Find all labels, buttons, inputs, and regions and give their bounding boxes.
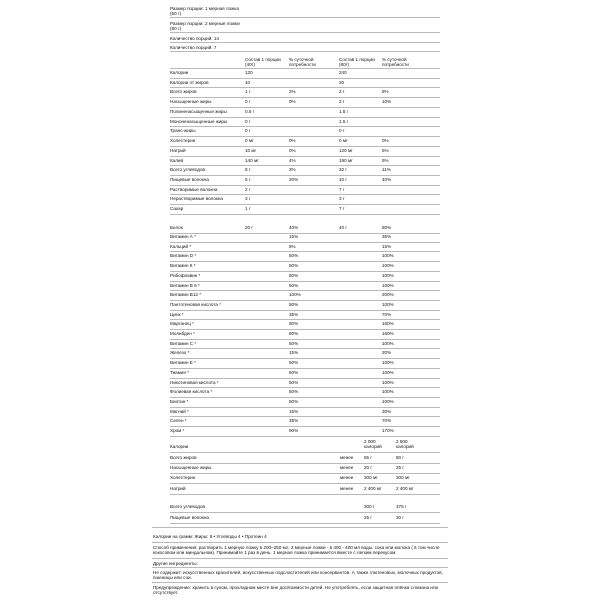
vitamin-percent-1: 15% [289, 234, 299, 239]
vitamin-percent-2: 170% [382, 428, 394, 433]
divider [170, 17, 440, 18]
daily-value-name: Всего жиров [170, 455, 197, 460]
nutrient-percent-2: 8% [382, 89, 389, 95]
vitamin-name: Цинк * [170, 311, 184, 317]
serving-size-2-line2: (80 г) [170, 26, 182, 31]
nutrient-value-2: 190 мг [339, 157, 353, 163]
nutrient-value-1: 0 г [245, 99, 251, 105]
vitamin-name: Витамин С * [170, 340, 197, 346]
nutrient-value-2: 1.5 г [339, 108, 349, 114]
vitamin-percent-2: 15% [382, 243, 392, 249]
daily-values-2000-unit: калорий [364, 444, 382, 449]
nutrient-percent-1: 4% [289, 157, 296, 163]
nutrient-percent-2: 5% [382, 157, 389, 163]
nutrient-percent-2: 0% [382, 138, 389, 144]
divider [152, 527, 448, 528]
daily-value-name: Пищевые волокна [170, 515, 209, 520]
vitamin-percent-2: 160% [382, 321, 394, 327]
vitamin-name: Витамин В 6 * [170, 282, 200, 288]
daily-value-qualifier: менее [340, 455, 354, 460]
nutrient-name: Нерастворимые волокна [170, 196, 223, 202]
vitamin-percent-1: 15% [289, 350, 299, 356]
nutrient-value-2: 120 мг [339, 147, 353, 153]
vitamin-name: Марганец * [170, 321, 194, 327]
daily-value-2500: 80 г [396, 455, 405, 460]
nutrient-name: Насыщенные жиры [170, 99, 212, 105]
divider [170, 290, 440, 291]
vitamin-name: Витамин В12 * [170, 292, 202, 298]
vitamin-percent-1: 50% [289, 379, 299, 385]
vitamin-percent-1: 35% [289, 418, 299, 424]
vitamin-percent-2: 160% [382, 331, 394, 336]
col4-header-line1: % суточной [382, 57, 407, 62]
nutrient-value-1: 2 г [245, 186, 251, 192]
nutrient-value-2: 3 г [339, 196, 345, 202]
vitamin-name: Рибофлавин * [170, 272, 201, 278]
nutrient-name: Мононенасыщенные жиры [170, 118, 228, 124]
col2-header-line1: % суточной [289, 57, 314, 62]
divider [170, 107, 440, 108]
nutrient-value-2: 7 г [339, 206, 345, 212]
nutrient-percent-1: 0% [289, 138, 296, 144]
divider [170, 32, 440, 33]
nutrient-value-2: 40 г [339, 225, 348, 230]
divider [170, 97, 440, 98]
vitamin-percent-1: 50% [289, 282, 299, 288]
daily-value-2500: 375 г [396, 504, 407, 509]
nutrient-value-1: 10 [245, 79, 251, 85]
nutrient-percent-1: 0% [289, 99, 296, 105]
divider [170, 214, 440, 215]
nutrient-value-2: 32 г [339, 167, 348, 173]
divider [170, 339, 440, 340]
vitamin-name: Молибден * [170, 331, 195, 336]
vitamin-percent-2: 30% [382, 408, 392, 414]
divider [170, 358, 440, 359]
vitamin-percent-2: 70% [382, 418, 392, 424]
daily-value-qualifier: менее [340, 486, 354, 491]
nutrient-value-1: 140 мг [245, 157, 259, 163]
vitamin-percent-2: 70% [382, 311, 392, 317]
divider [152, 542, 448, 543]
nutrient-value-2: 7 г [339, 186, 345, 192]
divider [170, 407, 440, 408]
vitamin-percent-2: 100% [382, 282, 394, 288]
divider [170, 146, 440, 147]
vitamin-percent-1: 35% [289, 311, 299, 317]
not-contains: Не содержит: искусственных красителей, искусственных подсластителей или консервантов. А также глютеновых, молочных продуктов, пшеницы или сои. [153, 570, 443, 581]
nutrient-value-2: 2 г [339, 89, 345, 95]
divider [170, 452, 440, 453]
nutrient-value-1: 1 г [245, 206, 251, 212]
vitamin-percent-2: 100% [382, 301, 394, 307]
divider [152, 567, 448, 568]
col2-header-line2: потребности [289, 62, 316, 67]
serving-size-1-line1: Размер порции: 1 мерная ложка [170, 6, 239, 11]
divider [170, 473, 440, 474]
nutrient-name: Всего углеводов [170, 167, 205, 173]
serving-size-1-line2: (50 г) [170, 11, 182, 16]
divider [170, 136, 440, 137]
vitamin-percent-1: 50% [289, 272, 299, 278]
vitamin-name: Витамин D * [170, 253, 197, 259]
nutrient-percent-1: 20% [289, 177, 299, 183]
divider [170, 78, 440, 79]
vitamin-percent-1: 50% [289, 369, 299, 375]
nutrient-name: Сахар [170, 206, 184, 212]
nutrient-name: Калории от жиров [170, 79, 209, 85]
divider [170, 426, 440, 427]
divider [170, 463, 440, 464]
vitamin-percent-1: 80% [289, 331, 299, 336]
daily-value-2000: 300 мг [364, 475, 378, 480]
vitamin-percent-1: 50% [289, 301, 299, 307]
nutrient-name: Растворимые волокна [170, 186, 218, 192]
nutrient-percent-2: 40% [382, 177, 392, 183]
divider [170, 387, 440, 388]
nutrient-name: Холестерин [170, 138, 196, 144]
serving-size-2-line1: Размер порции: 2 мерные ложки [170, 21, 240, 26]
vitamin-name: Железо * [170, 350, 190, 356]
divider [170, 397, 440, 398]
nutrient-percent-1: 0% [289, 147, 296, 153]
divider [170, 416, 440, 417]
daily-values-header: Калории [170, 444, 189, 449]
vitamin-name: Магний * [170, 408, 189, 414]
divider [170, 523, 440, 524]
divider [170, 165, 440, 166]
vitamin-percent-2: 100% [382, 253, 394, 259]
daily-value-2500: 30 г [396, 515, 405, 520]
nutrient-value-1: 8 г [245, 167, 251, 173]
vitamin-percent-1: 80% [289, 321, 299, 327]
nutrient-value-1: 3 г [245, 196, 251, 202]
col1-header-line2: (40г) [245, 62, 255, 67]
nutrient-percent-2: 10% [382, 99, 392, 105]
divider [170, 68, 440, 69]
divider [170, 483, 440, 484]
vitamin-percent-2: 100% [382, 272, 394, 278]
divider [152, 582, 448, 583]
divider [170, 512, 440, 513]
daily-value-qualifier: менее [340, 465, 354, 470]
divider [170, 319, 440, 320]
vitamin-percent-1: 50% [289, 389, 299, 395]
daily-value-2000: 20 г [364, 465, 373, 470]
divider [170, 242, 440, 243]
nutrient-percent-2: 80% [382, 225, 392, 230]
daily-value-2500: 2 400 мг [396, 486, 414, 491]
divider [170, 310, 440, 311]
divider [170, 436, 440, 437]
nutrient-name: Калий [170, 157, 184, 163]
divider [170, 329, 440, 330]
col3-header-line1: Состав 1 порции [339, 57, 375, 62]
divider [170, 126, 440, 127]
vitamin-percent-2: 100% [382, 369, 394, 375]
divider [170, 261, 440, 262]
nutrient-value-1: 0 г [245, 128, 251, 134]
col3-header-line2: (80г) [339, 62, 349, 67]
vitamin-name: Пантотеновая кислота * [170, 301, 222, 307]
vitamin-name: Тиамин * [170, 369, 190, 375]
nutrient-name: Белок [170, 225, 183, 230]
vitamin-percent-1: 100% [289, 292, 301, 298]
nutrient-value-2: 2 г [339, 99, 345, 105]
divider [170, 175, 440, 176]
nutrient-value-1: 5 г [245, 177, 251, 183]
nutrient-value-2: 240 [339, 70, 347, 75]
vitamin-percent-1: 50% [289, 398, 299, 404]
nutrient-value-1: 0 г [245, 118, 251, 124]
nutrient-value-1: 20 г [245, 225, 254, 230]
vitamin-percent-2: 100% [382, 263, 394, 269]
nutrient-value-1: 0.5 г [245, 108, 255, 114]
vitamin-name: Никотиновая кислота * [170, 379, 219, 385]
divider [170, 368, 440, 369]
divider [170, 251, 440, 252]
nutrient-name: Натрий [170, 147, 186, 153]
col1-header-line1: Состав 1 порции [245, 57, 281, 62]
daily-value-2000: 65 г [364, 455, 373, 460]
nutrient-value-1: 0 мг [245, 138, 254, 144]
nutrient-percent-1: 3% [289, 167, 296, 173]
daily-value-2500: 25 г [396, 465, 405, 470]
nutrient-value-2: 0 г [339, 128, 345, 134]
divider [170, 156, 440, 157]
vitamin-name: Биотин * [170, 398, 189, 404]
vitamin-percent-1: 50% [289, 340, 299, 346]
col4-header-line2: потребности [382, 62, 409, 67]
vitamin-name: Хром * [170, 428, 185, 433]
vitamin-name: Витамин А * [170, 234, 196, 239]
vitamin-percent-2: 100% [382, 398, 394, 404]
divider [170, 42, 440, 43]
divider [170, 281, 440, 282]
nutrient-percent-2: 11% [382, 167, 391, 173]
daily-value-2000: 2 400 мг [364, 486, 382, 491]
nutrient-value-1: 120 [245, 70, 253, 75]
nutrient-value-1: 1 г [245, 89, 251, 95]
vitamin-percent-2: 100% [382, 379, 394, 385]
daily-value-2000: 300 г [364, 504, 375, 509]
other-ingredients: Другие ингредиенты: [153, 561, 198, 566]
nutrient-name: Пищевые волокна [170, 177, 209, 183]
vitamin-percent-1: 50% [289, 360, 299, 366]
vitamin-percent-2: 20% [382, 350, 392, 356]
daily-value-qualifier: менее [340, 475, 354, 480]
vitamin-percent-2: 100% [382, 340, 394, 346]
vitamin-name: Витамин Е * [170, 360, 196, 366]
divider [170, 185, 440, 186]
vitamin-percent-1: 8% [289, 243, 296, 249]
daily-values-2500: 2 500 [396, 439, 408, 444]
nutrient-value-2: 1.5 г [339, 118, 349, 124]
daily-value-2000: 25 г [364, 515, 373, 520]
nutrient-name: Транс-жиры [170, 128, 196, 134]
nutrient-percent-2: 5% [382, 147, 389, 153]
divider [170, 117, 440, 118]
divider [170, 300, 440, 301]
servings-count-1: Количество порций: 14 [170, 36, 219, 41]
daily-value-name: Всего углеводов [170, 504, 205, 509]
divider [170, 51, 440, 52]
divider [170, 378, 440, 379]
vitamin-name: Кальций * [170, 243, 192, 249]
nutrient-name: Всего жиров [170, 89, 197, 95]
divider [170, 348, 440, 349]
divider [170, 233, 440, 234]
vitamin-percent-2: 100% [382, 389, 394, 395]
daily-value-name: Холестерин [170, 475, 196, 480]
servings-count-2: Количество порций: 7 [170, 45, 217, 50]
vitamin-name: Фолиевая кислота * [170, 389, 213, 395]
divider [170, 87, 440, 88]
divider [170, 271, 440, 272]
calories-per-gram: Калории на грамм: Жиры: 9 • Углеводы 4 • Протеин 4 [153, 534, 267, 539]
vitamin-percent-2: 100% [382, 360, 394, 366]
divider [170, 194, 440, 195]
nutrient-percent-1: 40% [289, 225, 299, 230]
daily-values-2000: 2 000 [364, 439, 376, 444]
divider [152, 558, 448, 559]
vitamin-percent-2: 35% [382, 234, 392, 239]
vitamin-percent-2: 200% [382, 292, 394, 298]
divider [170, 494, 440, 495]
daily-value-2500: 300 мг [396, 475, 410, 480]
nutrient-value-1: 10 мг [245, 147, 257, 153]
nutrient-value-2: 10 г [339, 177, 348, 183]
vitamin-percent-1: 15% [289, 408, 299, 414]
vitamin-name: Селен * [170, 418, 187, 424]
warning: Предупреждение: хранить в сухом, прохладном месте вне досягаемости детей. Не употреблять, если защитная плёнка сломана или отсутствует. [153, 585, 439, 596]
nutrient-name: Полиненасыщенные жиры [170, 108, 227, 114]
usage-instructions: Способ применения: растворить 1 мерную ложку в 200–250 мл, 2 мерные ложки - в 400 - 400 мл воды, сока или молока ( в том числе кокосовом или миндальном). Принимайте 1 раз в день. 1 мерная ложка принимается вместе с легким перекусом. [153, 545, 440, 556]
nutrient-percent-1: 2% [289, 89, 296, 95]
nutrient-value-2: 20 [339, 79, 345, 85]
divider [170, 204, 440, 205]
daily-value-name: Насыщенные жиры [170, 465, 212, 470]
nutrient-name: Калории [170, 70, 189, 75]
vitamin-name: Витамин К * [170, 263, 196, 269]
vitamin-percent-1: 50% [289, 253, 299, 259]
daily-values-2500-unit: калорий [396, 444, 414, 449]
vitamin-percent-1: 50% [289, 263, 299, 269]
daily-value-name: Натрий [170, 486, 186, 491]
nutrient-value-2: 0 мг [339, 138, 348, 144]
vitamin-percent-1: 90% [289, 428, 299, 433]
